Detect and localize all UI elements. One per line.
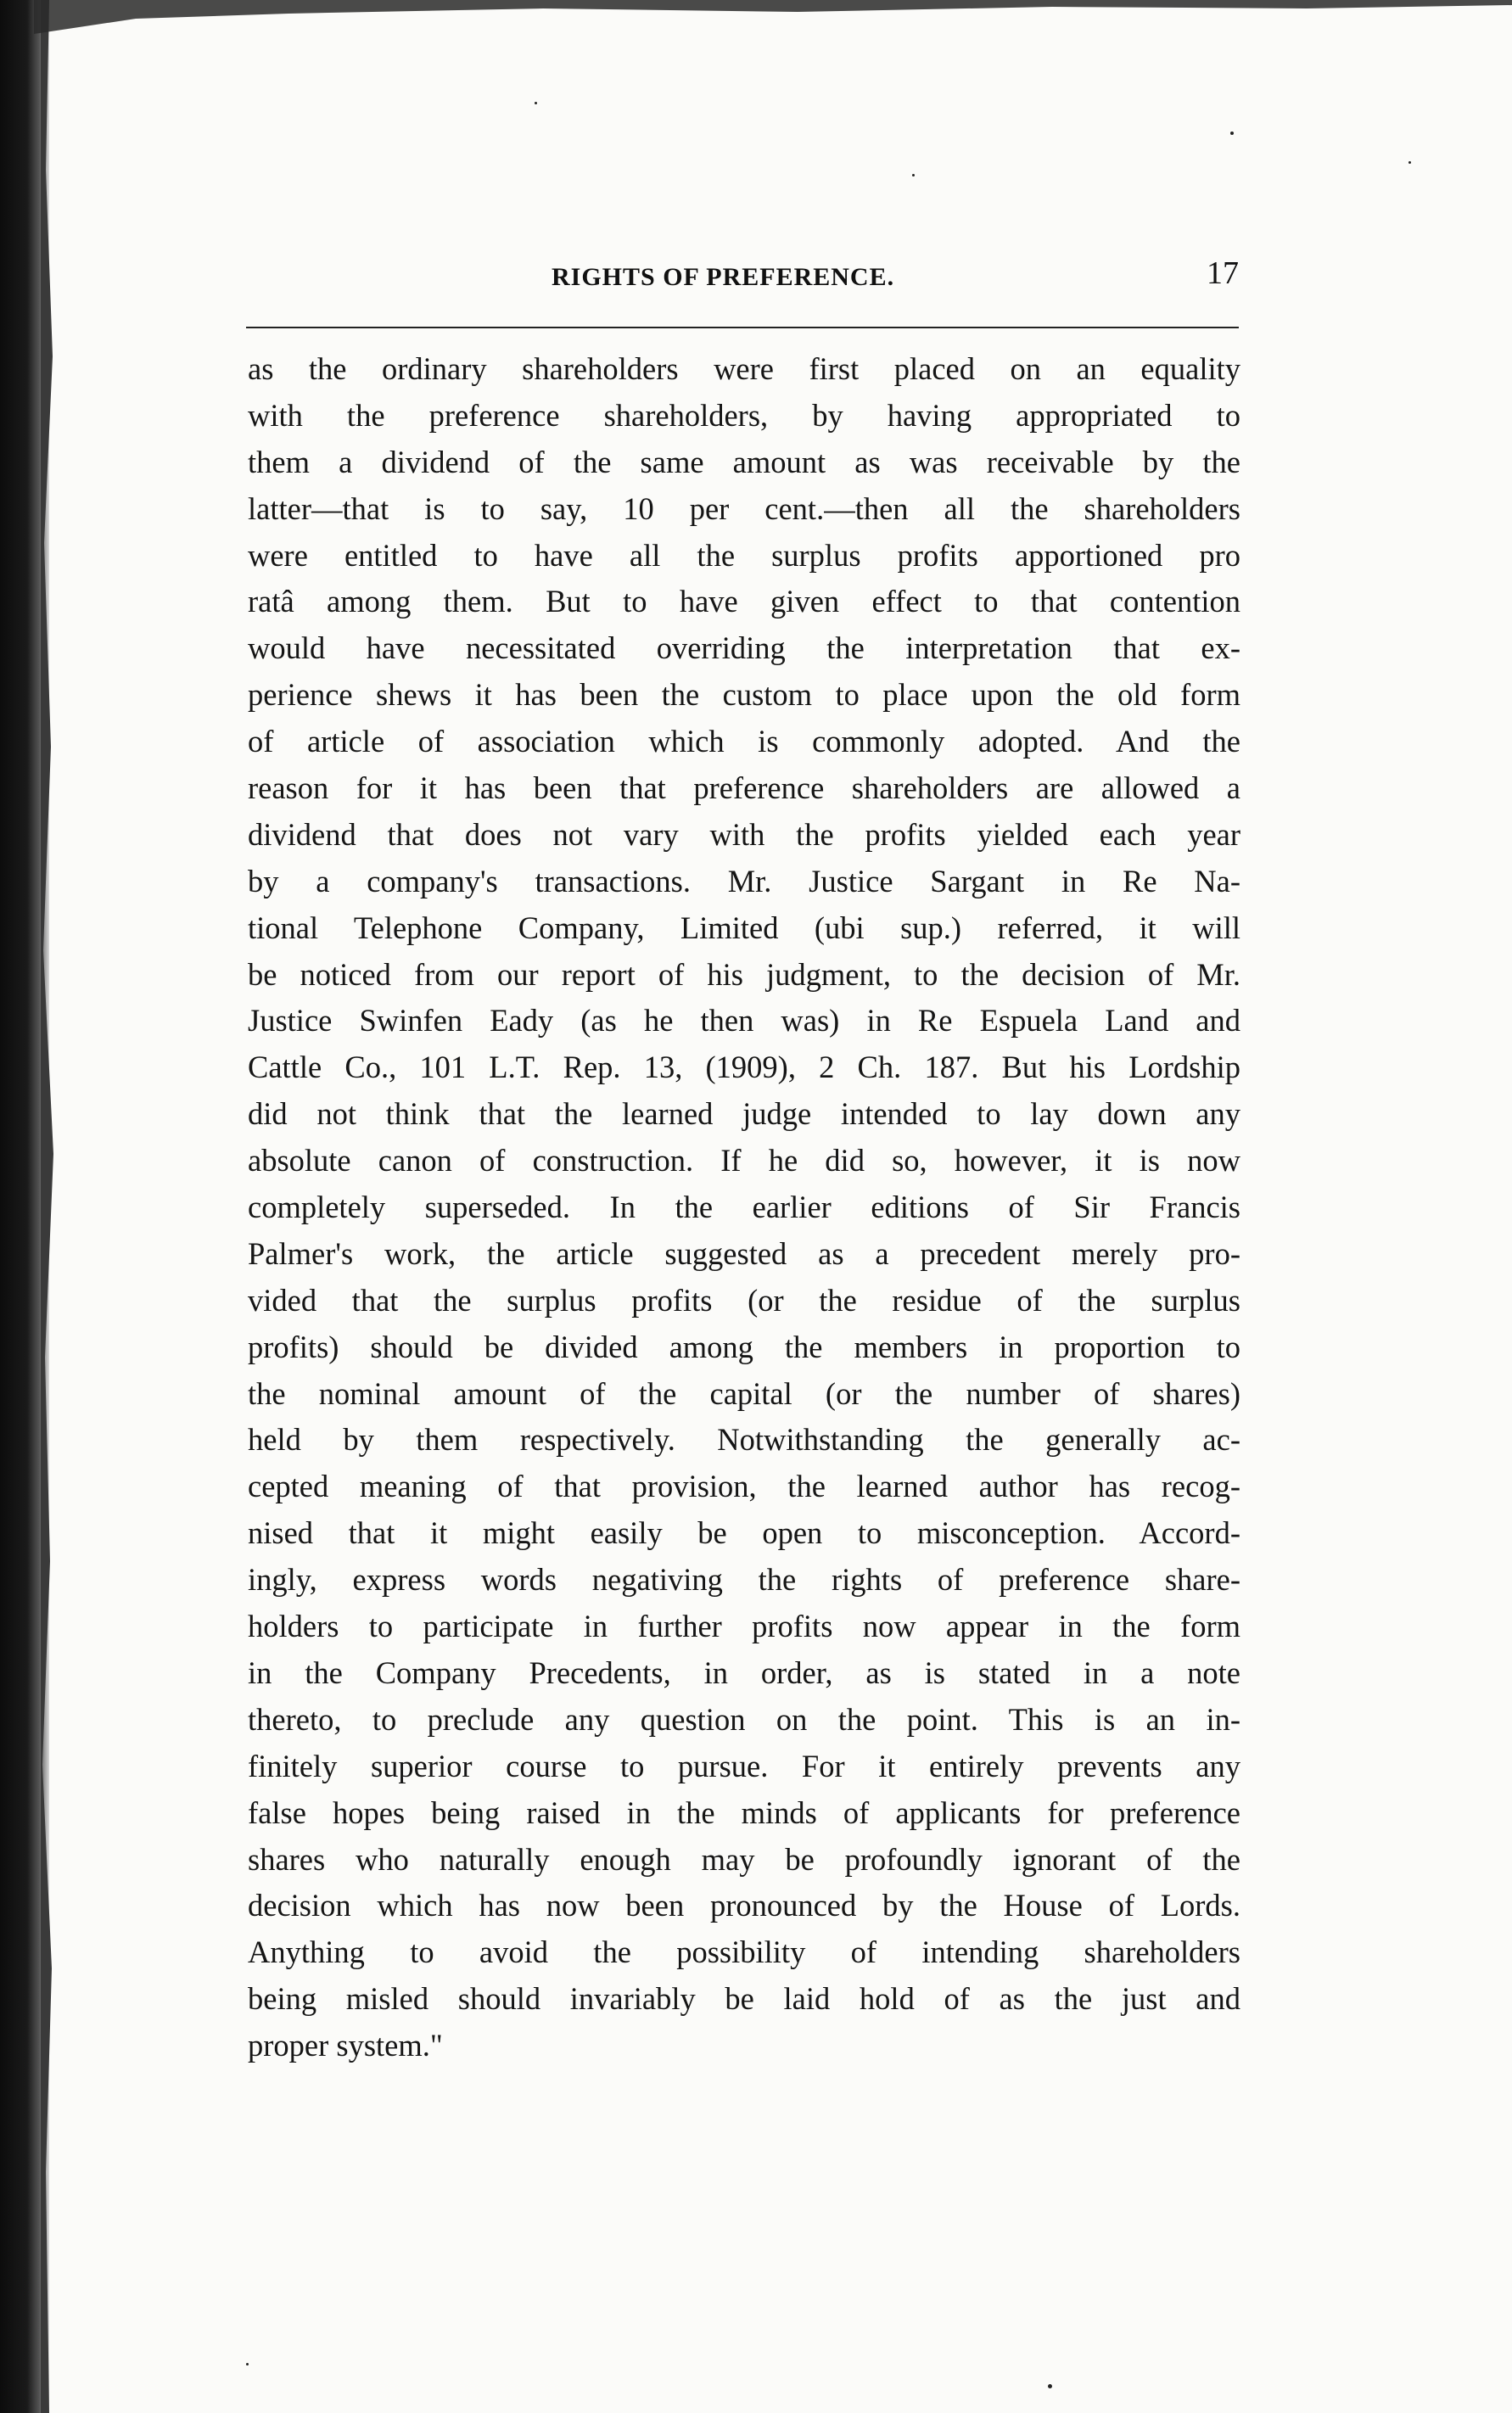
page-header	[246, 255, 1239, 305]
text-line: shares who naturally enough may be profoundly ignorant of the	[248, 1841, 1240, 1877]
text-line: ratâ among them. But to have given effect to that contention	[248, 584, 1240, 619]
body-text	[248, 346, 1240, 2069]
text-line: cepted meaning of that provision, the learned author has recog-	[248, 1469, 1240, 1504]
dust-speck	[1048, 2384, 1052, 2388]
text-line: finitely superior course to pursue. For it entirely prevents any	[248, 1748, 1240, 1783]
top-edge-noise	[34, 0, 1512, 36]
dust-speck	[912, 174, 915, 176]
text-line: Cattle Co., 101 L.T. Rep. 13, (1909), 2 Ch. 187. But his Lordship	[248, 1050, 1240, 1085]
text-line: Anything to avoid the possibility of intending shareholders	[248, 1934, 1240, 1970]
text-line: perience shews it has been the custom to place upon the old form	[248, 677, 1240, 713]
text-line: would have necessitated overriding the interpretation that ex-	[248, 630, 1240, 666]
text-line: Palmer's work, the article suggested as a precedent merely pro-	[248, 1235, 1240, 1271]
dust-speck	[246, 2363, 249, 2365]
text-line: profits) should be divided among the members in proportion to	[248, 1329, 1240, 1364]
text-line: held by them respectively. Notwithstanding the generally ac-	[248, 1422, 1240, 1458]
text-line: reason for it has been that preference shareholders are allowed a	[248, 770, 1240, 806]
text-line: absolute canon of construction. If he did so, however, it is now	[248, 1143, 1240, 1179]
text-line: tional Telephone Company, Limited (ubi sup.) referred, it will	[248, 910, 1240, 945]
text-line: nised that it might easily be open to misconception. Accord-	[248, 1515, 1240, 1551]
text-line: thereto, to preclude any question on the point. This is an in-	[248, 1701, 1240, 1737]
text-line: completely superseded. In the earlier editions of Sir Francis	[248, 1190, 1240, 1225]
running-head: RIGHTS OF PREFERENCE.	[552, 263, 895, 291]
dust-speck	[1408, 161, 1411, 164]
text-line: decision which has now been pronounced by the House of Lords.	[248, 1888, 1240, 1923]
dust-speck	[535, 102, 537, 104]
text-line: holders to participate in further profits now appear in the form	[248, 1609, 1240, 1644]
text-line: by a company's transactions. Mr. Justice Sargant in Re Na-	[248, 863, 1240, 899]
text-line: false hopes being raised in the minds of applicants for preference	[248, 1794, 1240, 1830]
text-line: were entitled to have all the surplus profits apportioned pro	[248, 537, 1240, 573]
text-line: did not think that the learned judge intended to lay down any	[248, 1096, 1240, 1132]
header-rule	[246, 327, 1239, 328]
text-line: being misled should invariably be laid hold of as the just and	[248, 1981, 1240, 2017]
text-line: the nominal amount of the capital (or the number of shares)	[248, 1375, 1240, 1411]
text-line: in the Company Precedents, in order, as is stated in a note	[248, 1654, 1240, 1690]
text-line: Justice Swinfen Eady (as he then was) in Re Espuela Land and	[248, 1003, 1240, 1039]
text-line: be noticed from our report of his judgment, to the decision of Mr.	[248, 956, 1240, 992]
text-line: of article of association which is commonly adopted. And the	[248, 724, 1240, 759]
text-line: dividend that does not vary with the profits yielded each year	[248, 816, 1240, 852]
text-line: ingly, express words negativing the rights of preference share-	[248, 1562, 1240, 1598]
text-line: as the ordinary shareholders were first placed on an equality	[248, 351, 1240, 386]
text-line: proper system."	[248, 2028, 443, 2063]
binding-edge-ragged	[41, 0, 59, 2413]
text-line: latter—that is to say, 10 per cent.—then all the shareholders	[248, 490, 1240, 526]
page-number: 17	[1207, 255, 1239, 291]
text-line: with the preference shareholders, by having appropriated to	[248, 397, 1240, 433]
dust-speck	[1230, 132, 1234, 135]
text-line: vided that the surplus profits (or the residue of the surplus	[248, 1282, 1240, 1318]
text-line: them a dividend of the same amount as was receivable by the	[248, 444, 1240, 479]
